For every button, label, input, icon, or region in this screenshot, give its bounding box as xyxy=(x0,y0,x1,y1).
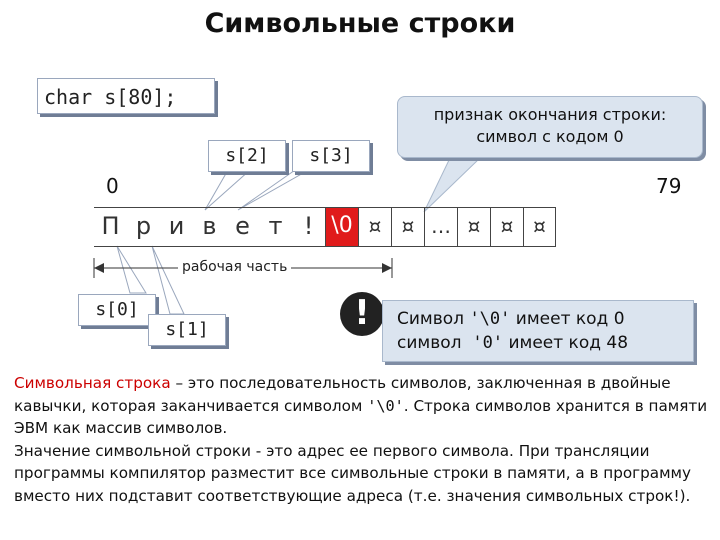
cell-terminator: \0 xyxy=(325,208,358,246)
index-label-s1: s[1] xyxy=(148,314,226,346)
definition-code: '\0' xyxy=(367,396,404,415)
note-line-1 xyxy=(397,307,693,331)
note-code-zero: '0' xyxy=(472,333,504,353)
range-end-label: 79 xyxy=(656,174,682,198)
cell-12: ¤ xyxy=(490,208,523,246)
cell-1: р xyxy=(135,212,152,240)
index-label-s3: s[3] xyxy=(292,140,370,172)
definition-term: Символьная строка xyxy=(14,374,171,392)
note-line-1-tail: имеет код 0 xyxy=(510,309,625,329)
page-title: Символьные строки xyxy=(204,8,516,39)
range-start-label: 0 xyxy=(106,174,119,198)
note-line-2-text: символ xyxy=(397,333,473,353)
description-text xyxy=(14,372,710,507)
cell-13: ¤ xyxy=(523,208,556,246)
terminator-callout-line1: признак окончания строки: xyxy=(433,105,667,124)
cell-2: и xyxy=(168,212,185,240)
cell-6: ! xyxy=(303,212,314,240)
note-code-null: '\0' xyxy=(469,309,511,329)
definition-tail: . Строка символов хранится в памяти ЭВМ как массив символов. xyxy=(14,396,708,437)
cell-4: е xyxy=(235,212,250,240)
description-paragraph-1 xyxy=(14,372,710,440)
working-part-label: рабочая часть xyxy=(178,259,291,275)
exclamation-icon: ! xyxy=(340,292,384,336)
cell-8: ¤ xyxy=(358,208,391,246)
code-note-box xyxy=(382,300,694,362)
terminator-callout xyxy=(397,96,703,158)
terminator-callout-line2: символ с кодом 0 xyxy=(476,127,624,146)
description-paragraph-2: Значение символьной строки - это адрес ее первого символа. При трансляции программы компилятор разместит все символьные строки в памяти, а в программу вместо них подставит соответствующие адреса (т.е. значения символьных строк!). xyxy=(14,441,691,505)
cell-5: т xyxy=(268,212,283,240)
cell-11: ¤ xyxy=(457,208,490,246)
note-line-2 xyxy=(397,331,693,355)
index-label-s2: s[2] xyxy=(208,140,286,172)
cell-3: в xyxy=(202,212,217,240)
definition-text: – это последовательность символов, заключенная в двойные кавычки, которая заканчивается символом xyxy=(14,374,671,415)
cell-ellipsis: … xyxy=(424,208,457,246)
cell-0: П xyxy=(101,212,120,240)
memory-cells xyxy=(94,207,556,247)
cell-9: ¤ xyxy=(391,208,424,246)
note-line-2-tail: имеет код 48 xyxy=(503,333,629,353)
index-label-s0: s[0] xyxy=(78,294,156,326)
note-line-1-text: Символ xyxy=(397,309,470,329)
array-declaration: char s[80]; xyxy=(37,78,215,114)
